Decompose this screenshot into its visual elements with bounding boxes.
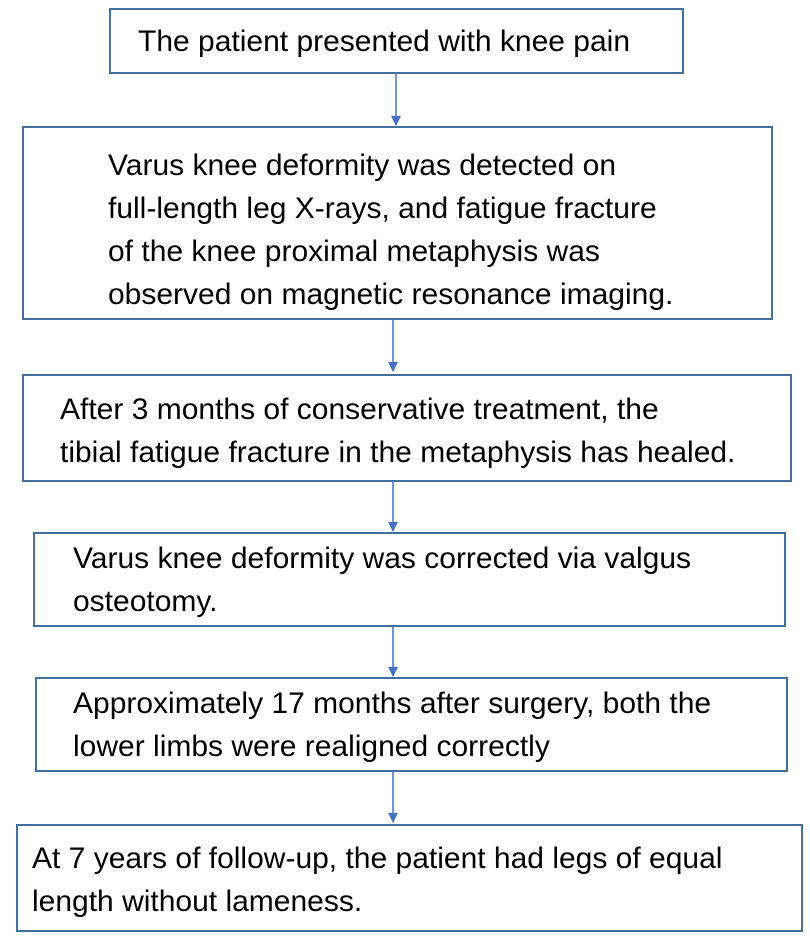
flow-step-6: [16, 824, 803, 932]
flow-step-2-line-2: full-length leg X-rays, and fatigue fracture: [108, 192, 657, 225]
flow-step-6-line-2: length without lameness.: [32, 885, 363, 918]
flow-step-4-line-1: Varus knee deformity was corrected via valgus: [73, 542, 692, 575]
flow-step-3-line-2: tibial fatigue fracture in the metaphysis has healed.: [60, 436, 736, 469]
flow-step-2-line-1: Varus knee deformity was detected on: [108, 149, 617, 182]
flow-step-1-line-1: The patient presented with knee pain: [138, 25, 630, 58]
flow-step-4: [33, 532, 786, 627]
flow-step-1: [109, 8, 684, 74]
flow-step-5-line-2: lower limbs were realigned correctly: [73, 730, 550, 763]
flow-step-5-line-1: Approximately 17 months after surgery, both the: [73, 687, 712, 720]
flow-step-2-line-3: of the knee proximal metaphysis was: [108, 235, 600, 268]
flow-step-4-line-2: osteotomy.: [73, 585, 218, 618]
flow-step-5: [35, 677, 788, 772]
flow-step-3: [22, 374, 792, 482]
flow-step-6-line-1: At 7 years of follow-up, the patient had legs of equal: [32, 842, 723, 875]
flow-step-2-line-4: observed on magnetic resonance imaging.: [108, 278, 674, 311]
flow-step-2: [22, 126, 773, 320]
flow-step-3-line-1: After 3 months of conservative treatment, the: [60, 393, 659, 426]
